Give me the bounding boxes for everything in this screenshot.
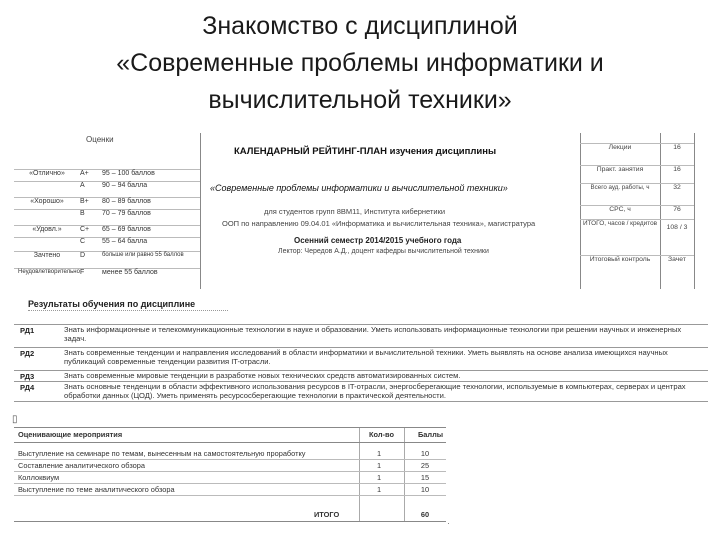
hours-value: 32 — [673, 184, 681, 191]
grade-row — [14, 169, 200, 181]
plan-course: «Современные проблемы информатики и вычислительной техники» — [210, 183, 508, 193]
outcome-code: РД3 — [20, 372, 35, 381]
plan-divider — [694, 133, 695, 289]
table-row — [14, 472, 446, 484]
grade-range: 70 – 79 баллов — [102, 210, 151, 217]
hours-row — [580, 255, 694, 276]
activity-count: 1 — [376, 461, 382, 470]
title-line-2: «Современные проблемы информатики и — [116, 49, 604, 77]
activity-count: 1 — [376, 449, 382, 458]
grade-name: Зачтено — [33, 252, 61, 259]
grade-letter: A+ — [80, 170, 89, 177]
hours-label: Всего ауд. работы, ч — [590, 184, 650, 191]
table-row — [14, 460, 446, 472]
plan-program: ООП по направлению 09.04.01 «Информатика и вычислительная техника», магистратура — [222, 219, 536, 228]
table-row — [14, 484, 446, 496]
title-line-1: Знакомство с дисциплиной — [202, 12, 518, 40]
hours-row — [580, 219, 694, 240]
hours-row — [580, 183, 694, 204]
outcome-row — [14, 324, 708, 347]
grade-letter: D — [80, 252, 86, 259]
grade-letter: B — [80, 210, 85, 217]
outcome-text: Знать информационные и телекоммуникационные технологии в науке и образовании. Уметь использовать информационные технологии при решении научных и инженерных задач. — [64, 325, 682, 343]
outcome-code: РД2 — [20, 349, 35, 358]
activity-name: Выступление по теме аналитического обзора — [18, 485, 175, 494]
grade-header: Оценки — [86, 135, 114, 144]
grade-letter: F — [80, 269, 85, 276]
col-count: Кол-во — [369, 430, 394, 439]
col-activity: Оценивающие мероприятия — [18, 430, 123, 439]
grade-letter: A — [80, 182, 85, 189]
outcome-text: Знать современные мировые тенденции в разработке новых технических средств автоматизированных систем. — [64, 371, 461, 380]
activity-points: 10 — [420, 485, 430, 494]
activity-points: 10 — [420, 449, 430, 458]
grade-row — [14, 237, 200, 249]
plan-semester: Осенний семестр 2014/2015 учебного года — [294, 236, 462, 245]
plan-divider — [200, 133, 201, 289]
grade-letter: C+ — [80, 226, 90, 233]
grade-row — [14, 209, 200, 221]
grade-range: больше или равно 55 баллов — [102, 252, 184, 258]
outcome-text: Знать современные тенденции и направления исследований в области информатики и вычислительной техники. Уметь выявлять на основе анализа имеющихся научных публикаций современные тенденции развития IT-отрасли. — [64, 348, 668, 366]
scan-mark: · — [447, 518, 450, 528]
grade-range: 55 – 64 балла — [102, 238, 148, 245]
total-label: ИТОГО — [314, 510, 340, 519]
activity-points: 15 — [420, 473, 430, 482]
grade-name: «Хорошо» — [30, 198, 64, 205]
col-points: Баллы — [418, 430, 444, 439]
hours-value: 108 / 3 — [666, 224, 688, 231]
grade-range: 95 – 100 баллов — [102, 170, 155, 177]
plan-lector: Лектор: Чередов А.Д., доцент кафедры вычислительной техники — [278, 248, 489, 255]
grade-letter: B+ — [80, 198, 89, 205]
activity-name: Выступление на семинаре по темам, вынесенным на самостоятельную проработку — [18, 449, 306, 458]
activity-name: Составление аналитического обзора — [18, 461, 145, 470]
hours-label: Итоговый контроль — [589, 256, 651, 263]
grade-row — [14, 197, 200, 209]
outcome-row — [14, 381, 708, 402]
grade-name: Неудовлетворительно — [18, 269, 80, 275]
activity-count: 1 — [376, 473, 382, 482]
slide-title — [40, 8, 680, 119]
grade-row — [14, 268, 200, 280]
grade-range: менее 55 баллов — [102, 269, 158, 276]
hours-value: 16 — [673, 166, 681, 173]
assessment-header — [14, 427, 446, 443]
outcome-row — [14, 370, 708, 381]
rating-plan — [14, 133, 694, 289]
learning-outcomes — [14, 297, 708, 400]
plan-students: для студентов групп 8ВМ11, Института кибернетики — [264, 207, 446, 216]
grade-name: «Удовл.» — [32, 226, 62, 233]
hours-label: Лекции — [608, 144, 632, 151]
grade-range: 80 – 89 баллов — [102, 198, 151, 205]
activity-count: 1 — [376, 485, 382, 494]
grade-row — [14, 225, 200, 237]
grade-name: «Отлично» — [29, 170, 65, 177]
activity-points: 25 — [420, 461, 430, 470]
grade-row — [14, 181, 200, 193]
outcome-text: Знать основные тенденции в области эффективного использования ресурсов в IT-отрасли, энергосберегающие технологии, используемые в компьютерах, серверах и центрах обработки данных (ЦОД). Уметь применять ресурсосберегающие технологии в практической деятельности. — [64, 382, 686, 400]
hours-value: 16 — [673, 144, 681, 151]
scan-mark: ▯ — [12, 414, 18, 425]
hours-value: Зачет — [668, 256, 686, 263]
hours-row — [580, 143, 694, 164]
activity-name: Коллоквиум — [18, 473, 60, 482]
grade-letter: C — [80, 238, 86, 245]
hours-label: Практ. занятия — [596, 166, 644, 173]
grade-range: 90 – 94 балла — [102, 182, 148, 189]
outcome-code: РД1 — [20, 326, 35, 335]
results-heading: Результаты обучения по дисциплине — [28, 299, 228, 311]
total-points: 60 — [420, 510, 430, 519]
total-row — [14, 509, 446, 520]
hours-value: 76 — [673, 206, 681, 213]
assessment-table — [14, 427, 446, 522]
table-row — [14, 448, 446, 460]
plan-heading: КАЛЕНДАРНЫЙ РЕЙТИНГ-ПЛАН изучения дисциплины — [234, 146, 497, 157]
hours-label: СРС, ч — [609, 206, 631, 213]
grade-range: 65 – 69 баллов — [102, 226, 151, 233]
hours-label: ИТОГО, часов / кредитов — [582, 220, 658, 227]
grade-row — [14, 251, 200, 266]
title-line-3: вычислительной техники» — [208, 86, 512, 114]
outcome-row — [14, 347, 708, 370]
outcome-code: РД4 — [20, 383, 35, 392]
